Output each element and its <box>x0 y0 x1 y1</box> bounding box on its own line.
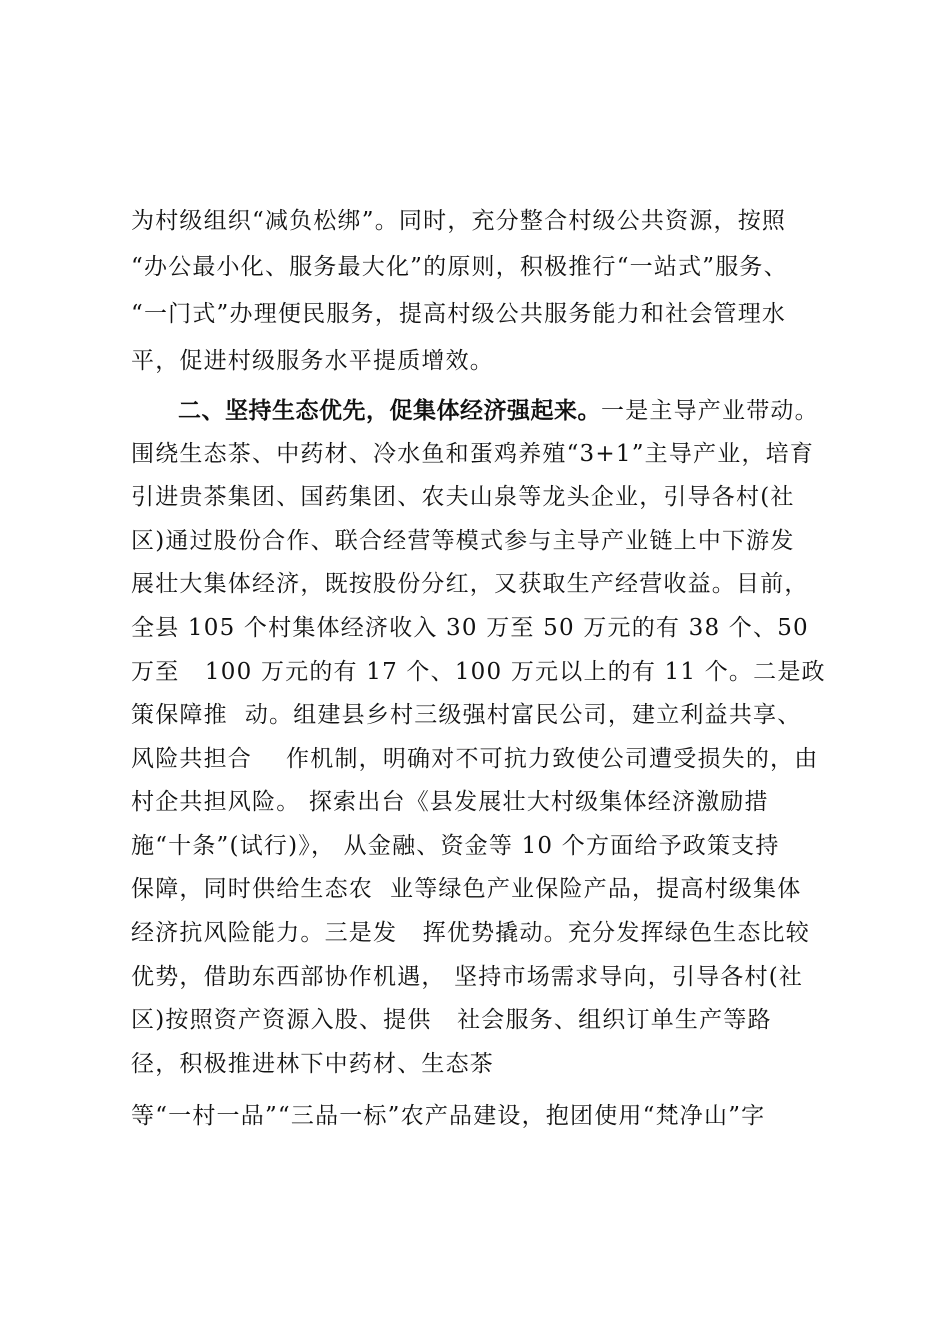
paragraph-2-line-9: 风险共担合 作机制，明确对不可抗力致使公司遭受损失的，由 <box>131 746 819 772</box>
paragraph-3-line-1: 等“一村一品”“三品一标”农产品建设，抱团使用“梵净山”字 <box>131 1103 766 1129</box>
paragraph-2-line-10: 村企共担风险。 探索出台《县发展壮大村级集体经济激励措 <box>131 789 769 815</box>
paragraph-2-line-7: 万至 100 万元的有 17 个、100 万元以上的有 11 个。二是政 <box>131 659 826 685</box>
paragraph-2-line-8: 策保障推 动。组建县乡村三级强村富民公司，建立利益共享、 <box>131 702 802 728</box>
paragraph-2-line-11: 施“十条”(试行)》， 从金融、资金等 10 个方面给予政策支持 <box>131 833 780 859</box>
paragraph-2-line-1-rest: 一是主导产业带动。 <box>601 398 819 424</box>
paragraph-2-line-16: 径，积极推进林下中药材、生态茶 <box>131 1051 494 1077</box>
paragraph-1-line-2: “办公最小化、服务最大化”的原则，积极推行“一站式”服务、 <box>131 254 788 280</box>
paragraph-2-line-5: 展壮大集体经济，既按股份分红，又获取生产经营收益。目前， <box>131 571 809 597</box>
paragraph-2-line-6: 全县 105 个村集体经济收入 30 万至 50 万元的有 38 个、50 <box>131 615 809 641</box>
paragraph-2-line-14: 优势，借助东西部协作机遇， 坚持市场需求导向，引导各村(社 <box>131 964 804 990</box>
paragraph-2-line-4: 区)通过股份合作、联合经营等模式参与主导产业链上中下游发 <box>131 528 795 554</box>
paragraph-2-line-12: 保障，同时供给生态农 业等绿色产业保险产品，提高村级集体 <box>131 876 802 902</box>
paragraph-1-line-3: “一门式”办理便民服务，提高村级公共服务能力和社会管理水 <box>131 301 787 327</box>
paragraph-1-line-1: 为村级组织“减负松绑”。同时，充分整合村级公共资源，按照 <box>131 208 787 234</box>
paragraph-2-line-2: 围绕生态茶、中药材、冷水鱼和蛋鸡养殖“3+1”主导产业，培育 <box>131 441 815 467</box>
paragraph-2-line-13: 经济抗风险能力。三是发 挥优势撬动。充分发挥绿色生态比较 <box>131 920 810 946</box>
section-heading: 二、坚持生态优先，促集体经济强起来。 <box>178 398 601 424</box>
paragraph-1-line-4: 平，促进村级服务水平提质增效。 <box>131 348 494 374</box>
paragraph-2-line-1 <box>178 396 819 426</box>
paragraph-2-line-15: 区)按照资产资源入股、提供 社会服务、组织订单生产等路 <box>131 1007 772 1033</box>
paragraph-2-line-3: 引进贵茶集团、国药集团、农夫山泉等龙头企业，引导各村(社 <box>131 484 795 510</box>
